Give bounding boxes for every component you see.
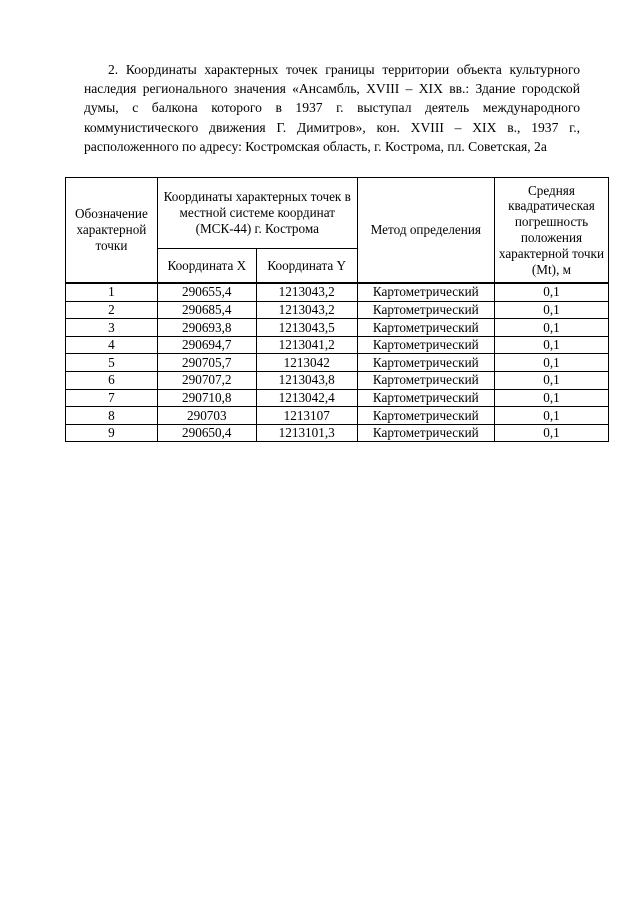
table-row <box>66 371 609 389</box>
header-coordinates: Координаты характерных точек в местной системе координат (МСК-44) г. Кострома <box>157 178 357 249</box>
cell-error: 0,1 <box>494 301 608 319</box>
cell-error: 0,1 <box>494 354 608 372</box>
cell-point: 1 <box>66 283 158 301</box>
cell-y: 1213042 <box>256 354 357 372</box>
cell-x: 290685,4 <box>157 301 256 319</box>
cell-x: 290710,8 <box>157 389 256 407</box>
cell-error: 0,1 <box>494 336 608 354</box>
cell-error: 0,1 <box>494 389 608 407</box>
cell-point: 2 <box>66 301 158 319</box>
cell-error: 0,1 <box>494 319 608 337</box>
cell-error: 0,1 <box>494 407 608 425</box>
table-row <box>66 354 609 372</box>
cell-y: 1213107 <box>256 407 357 425</box>
cell-method: Картометрический <box>357 354 494 372</box>
cell-method: Картометрический <box>357 283 494 301</box>
cell-error: 0,1 <box>494 371 608 389</box>
coordinates-table <box>65 177 609 442</box>
table-row <box>66 389 609 407</box>
cell-y: 1213043,2 <box>256 283 357 301</box>
cell-point: 7 <box>66 389 158 407</box>
cell-method: Картометрический <box>357 371 494 389</box>
cell-y: 1213043,5 <box>256 319 357 337</box>
table-row <box>66 319 609 337</box>
cell-point: 4 <box>66 336 158 354</box>
cell-x: 290655,4 <box>157 283 256 301</box>
cell-x: 290650,4 <box>157 424 256 442</box>
cell-method: Картометрический <box>357 301 494 319</box>
cell-x: 290705,7 <box>157 354 256 372</box>
cell-point: 8 <box>66 407 158 425</box>
cell-point: 6 <box>66 371 158 389</box>
cell-error: 0,1 <box>494 283 608 301</box>
cell-method: Картометрический <box>357 319 494 337</box>
cell-y: 1213043,2 <box>256 301 357 319</box>
cell-y: 1213042,4 <box>256 389 357 407</box>
table-row <box>66 336 609 354</box>
header-error: Средняя квадратическая погрешность положения характерной точки (Mt), м <box>494 178 608 284</box>
cell-method: Картометрический <box>357 389 494 407</box>
cell-x: 290707,2 <box>157 371 256 389</box>
header-coord-x: Координата X <box>157 249 256 284</box>
header-method: Метод определения <box>357 178 494 284</box>
cell-error: 0,1 <box>494 424 608 442</box>
cell-x: 290693,8 <box>157 319 256 337</box>
cell-point: 5 <box>66 354 158 372</box>
cell-x: 290694,7 <box>157 336 256 354</box>
cell-point: 9 <box>66 424 158 442</box>
table-row <box>66 407 609 425</box>
cell-y: 1213101,3 <box>256 424 357 442</box>
cell-method: Картометрический <box>357 424 494 442</box>
cell-method: Картометрический <box>357 336 494 354</box>
table-row <box>66 424 609 442</box>
cell-y: 1213041,2 <box>256 336 357 354</box>
table-row <box>66 283 609 301</box>
intro-paragraph: 2. Координаты характерных точек границы территории объекта культурного наследия регионального значения «Ансамбль, XVIII – XIX вв.: Здание городской думы, с балкона которого в 1937 г. выступал деятель международного коммунистического движения Г. Димитров», кон. XVIII – XIX в., 1937 г., расположенного по адресу: Костромская область, г. Кострома, пл. Советская, 2а <box>84 62 580 154</box>
header-coord-y: Координата Y <box>256 249 357 284</box>
cell-method: Картометрический <box>357 407 494 425</box>
cell-point: 3 <box>66 319 158 337</box>
header-point: Обозначение характерной точки <box>66 178 158 284</box>
cell-y: 1213043,8 <box>256 371 357 389</box>
table-row <box>66 301 609 319</box>
cell-x: 290703 <box>157 407 256 425</box>
